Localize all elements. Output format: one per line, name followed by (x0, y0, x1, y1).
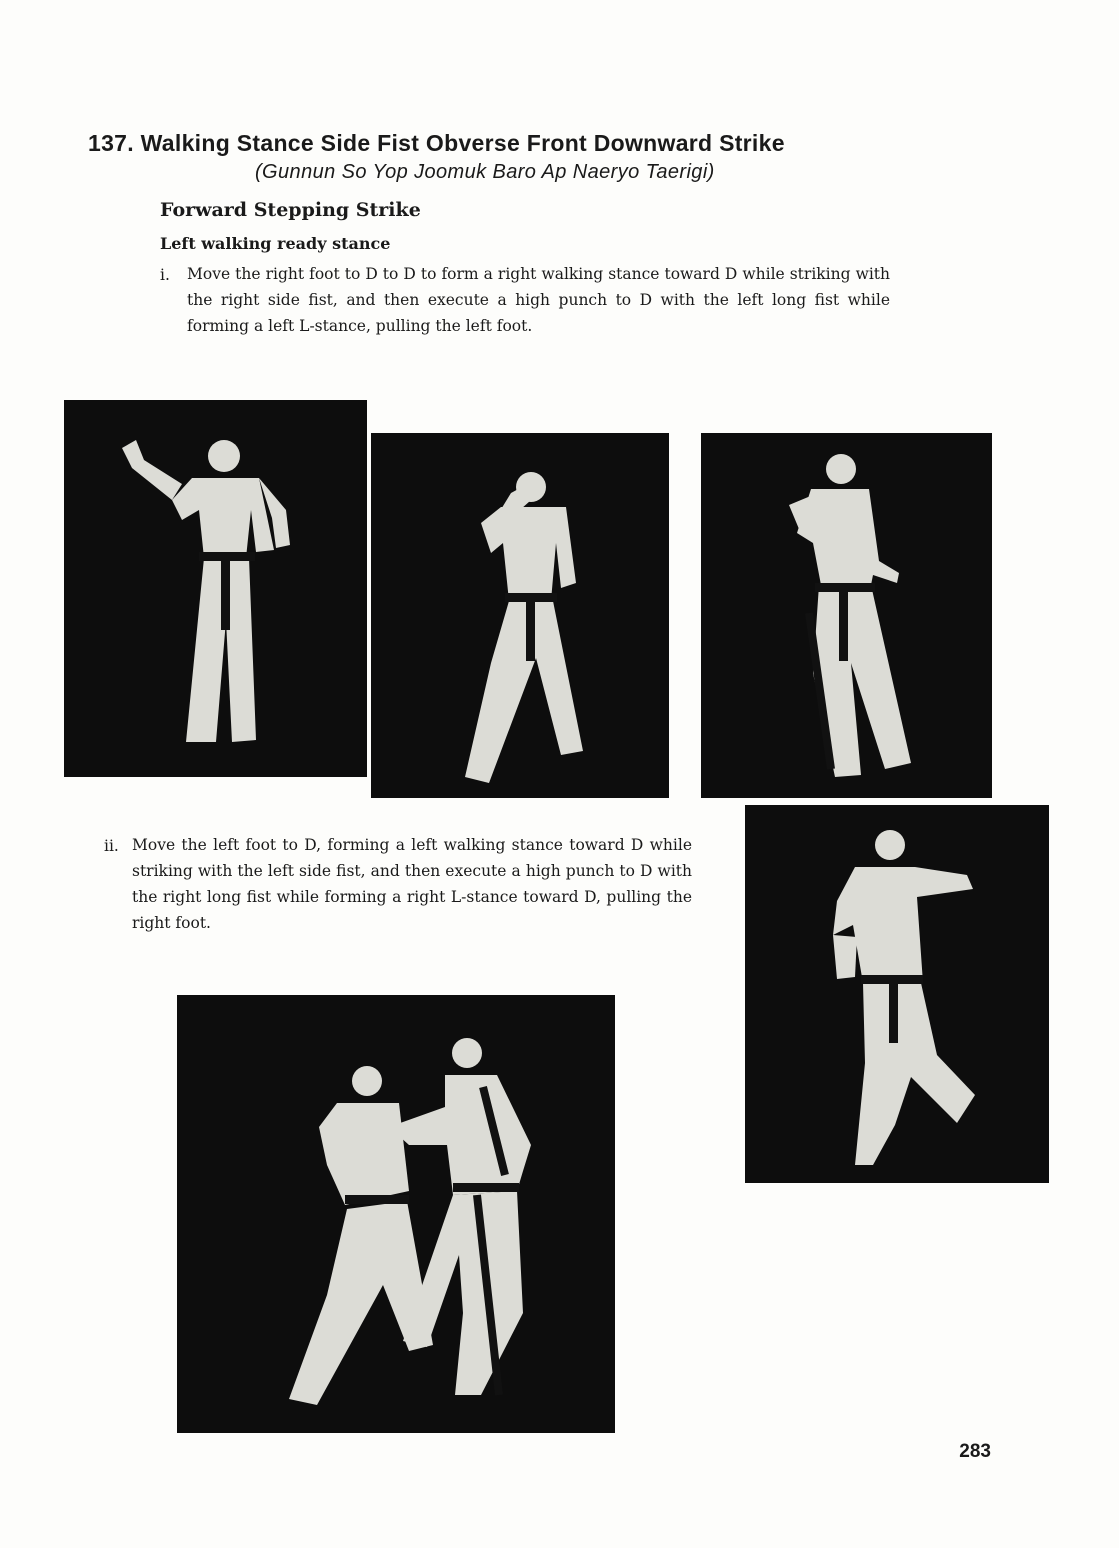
photo-side-fist-strike (371, 433, 669, 798)
page-subtitle: (Gunnun So Yop Joomuk Baro Ap Naeryo Taerigi) (255, 161, 715, 183)
step-1-marker: i. (160, 266, 170, 284)
photo-partner-application (177, 995, 615, 1433)
ready-stance-heading: Left walking ready stance (160, 234, 391, 253)
photo-ready-stance (64, 400, 367, 777)
step-1-text: Move the right foot to D to D to form a right walking stance toward D while striking with the right side fist, and then execute a high punch to D with the left long fist while forming a left L-stance, pulling the left foot. (187, 265, 890, 335)
section-heading: Forward Stepping Strike (160, 199, 421, 221)
page-number: 283 (959, 1441, 991, 1462)
photo-l-stance-high-punch (745, 805, 1049, 1183)
step-2-text: Move the left foot to D, forming a left walking stance toward D while striking with the left side fist, and then execute a high punch to D with the right long fist while forming a right L-stance toward D, pulling the right foot. (132, 836, 692, 932)
page-title: 137. Walking Stance Side Fist Obverse Front Downward Strike (88, 130, 785, 156)
photo-long-fist-punch (701, 433, 992, 798)
step-2-marker: ii. (104, 837, 119, 855)
